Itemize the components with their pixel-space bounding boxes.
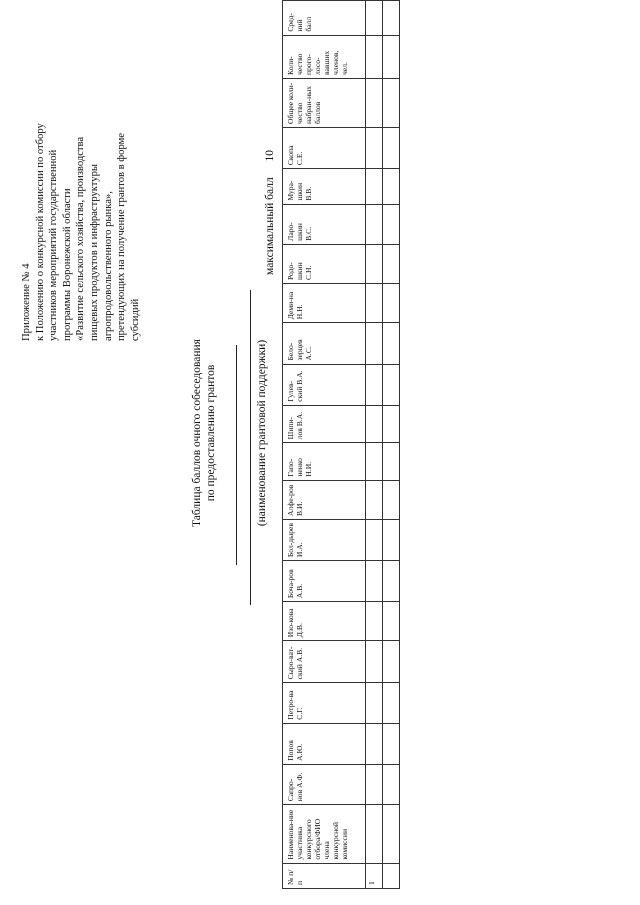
header-cell: Сыро-ват-ский А.В.: [283, 641, 366, 683]
appendix-line: к Положению о конкурсной комиссии по отбору: [34, 123, 46, 341]
table-cell: [366, 561, 383, 602]
header-cell: Коли-чество прого-лосо-вавших членов, чел.: [283, 35, 366, 78]
table-cell: [383, 1, 400, 36]
table-cell: [383, 169, 400, 205]
table-cell: [383, 323, 400, 364]
header-cell: Изо-кова Д.В.: [283, 602, 366, 641]
max-score-value: 10: [264, 150, 276, 162]
header-cell: Гапо-ненко Н.И.: [283, 443, 366, 480]
table-cell: [366, 35, 383, 78]
grant-name-blank-line: [250, 290, 251, 605]
table-cell: [383, 364, 400, 405]
table-header-row: [283, 1, 366, 889]
header-cell: Сред-ний балл: [283, 1, 366, 36]
table-cell: [366, 1, 383, 36]
table-cell: [383, 863, 400, 888]
appendix-line: программы Воронежской области: [61, 188, 73, 341]
table-cell: [383, 204, 400, 244]
blank-line: [236, 345, 237, 565]
grant-name-caption: (наименование грантовой поддержки): [256, 339, 268, 527]
header-cell: Попов А.Ю.: [283, 723, 366, 764]
table-cell: [383, 805, 400, 863]
table-cell: [366, 405, 383, 443]
header-cell: Родо-шкин С.Н.: [283, 244, 366, 283]
header-cell: Сапро-нов А.Ф.: [283, 764, 366, 804]
table-cell: [366, 519, 383, 560]
header-cell: Боча-ров А.В.: [283, 561, 366, 602]
table-cell: [383, 480, 400, 519]
table-cell: [383, 641, 400, 683]
table-cell: [383, 127, 400, 168]
table-cell: [383, 405, 400, 443]
table-cell: [366, 244, 383, 283]
document-title: [190, 223, 218, 643]
table-cell: [383, 519, 400, 560]
table-cell: [366, 169, 383, 205]
header-cell: Гулев-ский В.А.: [283, 364, 366, 405]
table-cell: [366, 764, 383, 804]
header-cell: Петро-ва С.Г.: [283, 683, 366, 723]
table-cell: [366, 641, 383, 683]
header-cell: Бол-дырев И.А.: [283, 519, 366, 560]
table-cell: [366, 723, 383, 764]
table-cell: [366, 127, 383, 168]
header-cell: Мура-шкин В.В.: [283, 169, 366, 205]
table-cell: 1: [366, 863, 383, 888]
max-score-label: максимальный балл: [264, 177, 276, 275]
title-line-1: Таблица баллов очного собеседования: [191, 339, 203, 527]
header-cell: Алфе-ров В.И.: [283, 480, 366, 519]
appendix-line: претендующих на получение грантов в форме: [116, 133, 128, 341]
table-cell: [366, 602, 383, 641]
table-row: [383, 1, 400, 889]
header-cell: Наименова-ние участника конкурсного отбора/ФИО члена конкурсной комиссии: [283, 805, 366, 863]
header-cell: № п/п: [283, 863, 366, 888]
table-cell: [366, 323, 383, 364]
appendix-line: агропродовольственного рынка»,: [102, 191, 114, 341]
table-cell: [366, 78, 383, 127]
table-cell: [366, 480, 383, 519]
title-line-2: по предоставлению грантов: [205, 364, 217, 502]
table-cell: [383, 602, 400, 641]
table-cell: [366, 284, 383, 323]
header-cell: Скопа С.Е.: [283, 127, 366, 168]
appendix-line: «Развитие сельского хозяйства, производства: [75, 136, 87, 341]
header-cell: Ларо-шкин В.С.: [283, 204, 366, 244]
table-cell: [366, 204, 383, 244]
table-cell: [383, 764, 400, 804]
header-cell: Общее коли-чество набран-ных баллов: [283, 78, 366, 127]
table-cell: [366, 805, 383, 863]
table-cell: [366, 443, 383, 480]
header-cell: Шипи-лов В.А.: [283, 405, 366, 443]
table-cell: [366, 683, 383, 723]
table-cell: [383, 35, 400, 78]
appendix-line: субсидий: [129, 298, 141, 341]
appendix-line: Приложение № 4: [21, 263, 32, 341]
table-cell: [383, 78, 400, 127]
table-row: [366, 1, 383, 889]
score-table: [282, 0, 400, 889]
table-cell: [383, 561, 400, 602]
appendix-line: участников мероприятий государственной: [48, 149, 60, 341]
appendix-block: [20, 21, 142, 341]
header-cell: Деми-на Н.Н.: [283, 284, 366, 323]
table-cell: [383, 244, 400, 283]
max-score: [264, 150, 276, 275]
table-cell: [383, 723, 400, 764]
table-cell: [383, 443, 400, 480]
header-cell: Бело-зерцев А.С.: [283, 323, 366, 364]
table-cell: [383, 683, 400, 723]
table-cell: [366, 364, 383, 405]
appendix-line: пищевых продуктов и инфраструктуры: [88, 164, 100, 341]
table-cell: [383, 284, 400, 323]
